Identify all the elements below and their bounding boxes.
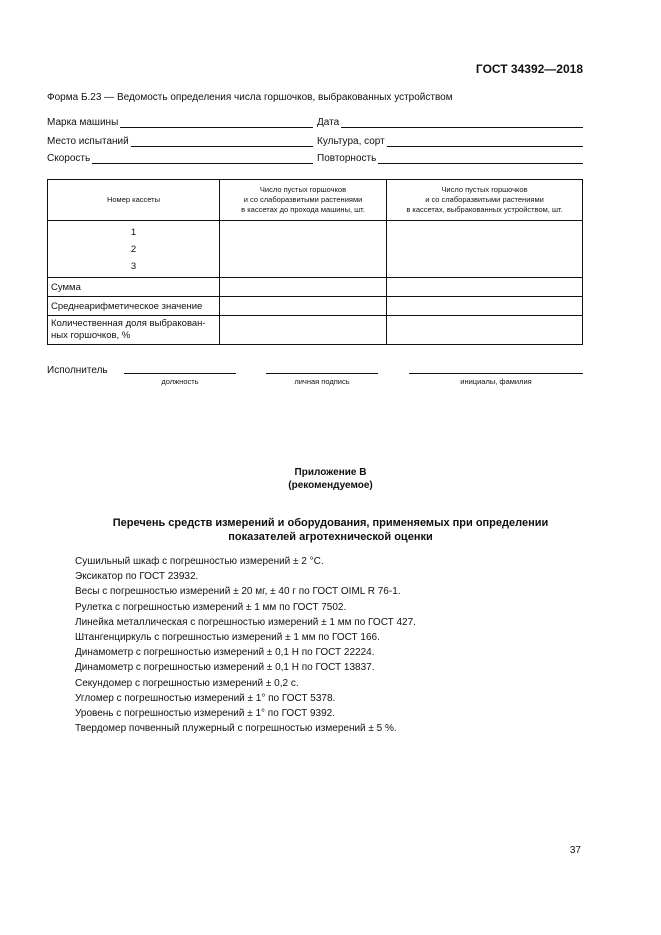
appendix-subtitle: (рекомендуемое) — [288, 480, 373, 491]
list-item: Секундомер с погрешностью измерений ± 0,2 с. — [75, 677, 299, 689]
table-cell[interactable] — [387, 278, 583, 297]
field-label: Культура, сорт — [317, 136, 385, 147]
list-item: Рулетка с погрешностью измерений ± 1 мм по ГОСТ 7502. — [75, 601, 347, 613]
column-header: Номер кассеты — [48, 180, 220, 221]
data-table — [47, 179, 583, 345]
field-label: Скорость — [47, 153, 91, 164]
list-item: Эксикатор по ГОСТ 23932. — [75, 571, 199, 583]
signature-caption: инициалы, фамилия — [460, 377, 532, 386]
field-speed[interactable] — [47, 153, 313, 164]
table-cell[interactable] — [220, 278, 387, 297]
signature-caption: должность — [161, 377, 199, 386]
cassette-number: 3 — [130, 261, 137, 272]
table-row — [48, 221, 583, 278]
cassette-number: 1 — [130, 227, 137, 238]
list-item: Динамометр с погрешностью измерений ± 0,1 Н по ГОСТ 22224. — [75, 647, 375, 659]
cassette-numbers-cell — [48, 221, 220, 278]
field-crop-variety[interactable] — [317, 136, 583, 147]
field-line[interactable] — [387, 136, 583, 147]
table-cell[interactable] — [220, 297, 387, 316]
appendix-title: Приложение В — [294, 467, 367, 478]
signature-line-name[interactable] — [409, 373, 583, 374]
list-heading — [0, 516, 661, 544]
table-cell[interactable] — [387, 297, 583, 316]
field-date[interactable] — [317, 117, 583, 128]
field-test-site[interactable] — [47, 136, 313, 147]
table-row — [48, 278, 583, 297]
list-title-line: показателей агротехнической оценки — [228, 531, 433, 543]
row-label: Среднеарифметическое значение — [48, 297, 220, 316]
page-number: 37 — [569, 845, 581, 856]
document-code: ГОСТ 34392—2018 — [475, 62, 583, 76]
list-item: Динамометр с погрешностью измерений ± 0,1 Н по ГОСТ 13837. — [75, 662, 375, 674]
list-item: Сушильный шкаф с погрешностью измерений ± 2 °С. — [75, 556, 324, 567]
form-title: Форма Б.23 — Ведомость определения числа горшочков, выбракованных устройством — [47, 92, 453, 103]
list-item: Линейка металлическая с погрешностью измерений ± 1 мм по ГОСТ 427. — [75, 616, 416, 628]
table-cell[interactable] — [387, 221, 583, 278]
signature-line-position[interactable] — [124, 373, 236, 374]
list-item: Уровень с погрешностью измерений ± 1° по ГОСТ 9392. — [75, 707, 335, 719]
cassette-number: 2 — [130, 244, 137, 255]
signature-line-signature[interactable] — [266, 373, 378, 374]
appendix-heading — [0, 466, 661, 492]
list-item: Угломер с погрешностью измерений ± 1° по ГОСТ 5378. — [75, 692, 336, 704]
field-label: Марка машины — [47, 117, 119, 128]
equipment-list — [75, 554, 416, 736]
column-header: Число пустых горшочков и со слаборазвитыми растениями в кассетах до прохода машины, шт. — [220, 180, 387, 221]
table-cell[interactable] — [387, 316, 583, 345]
field-line[interactable] — [131, 136, 313, 147]
field-line[interactable] — [92, 153, 313, 164]
signature-label: Исполнитель — [47, 365, 108, 376]
field-repetition[interactable] — [317, 153, 583, 164]
list-item: Твердомер почвенный плужерный с погрешностью измерений ± 5 %. — [75, 723, 397, 735]
field-label: Дата — [317, 117, 340, 128]
field-line[interactable] — [120, 117, 313, 128]
row-label: Сумма — [48, 278, 220, 297]
field-label: Повторность — [317, 153, 377, 164]
list-item: Штангенциркуль с погрешностью измерений ± 1 мм по ГОСТ 166. — [75, 631, 380, 643]
field-machine-brand[interactable] — [47, 117, 313, 128]
list-title-line: Перечень средств измерений и оборудования, применяемых при определении — [112, 517, 549, 529]
table-row — [48, 297, 583, 316]
field-line[interactable] — [341, 117, 583, 128]
table-cell[interactable] — [220, 316, 387, 345]
field-line[interactable] — [378, 153, 583, 164]
list-item: Весы с погрешностью измерений ± 20 мг, ± 40 г по ГОСТ OIML R 76-1. — [75, 586, 401, 598]
field-label: Место испытаний — [47, 136, 129, 147]
table-header-row — [48, 180, 583, 221]
row-label: Количественная доля выбракован- ных горшочков, % — [48, 316, 220, 345]
table-row — [48, 316, 583, 345]
column-header: Число пустых горшочков и со слаборазвитыми растениями в кассетах, выбракованных устройством, шт. — [387, 180, 583, 221]
signature-caption: личная подпись — [294, 377, 350, 386]
table-cell[interactable] — [220, 221, 387, 278]
